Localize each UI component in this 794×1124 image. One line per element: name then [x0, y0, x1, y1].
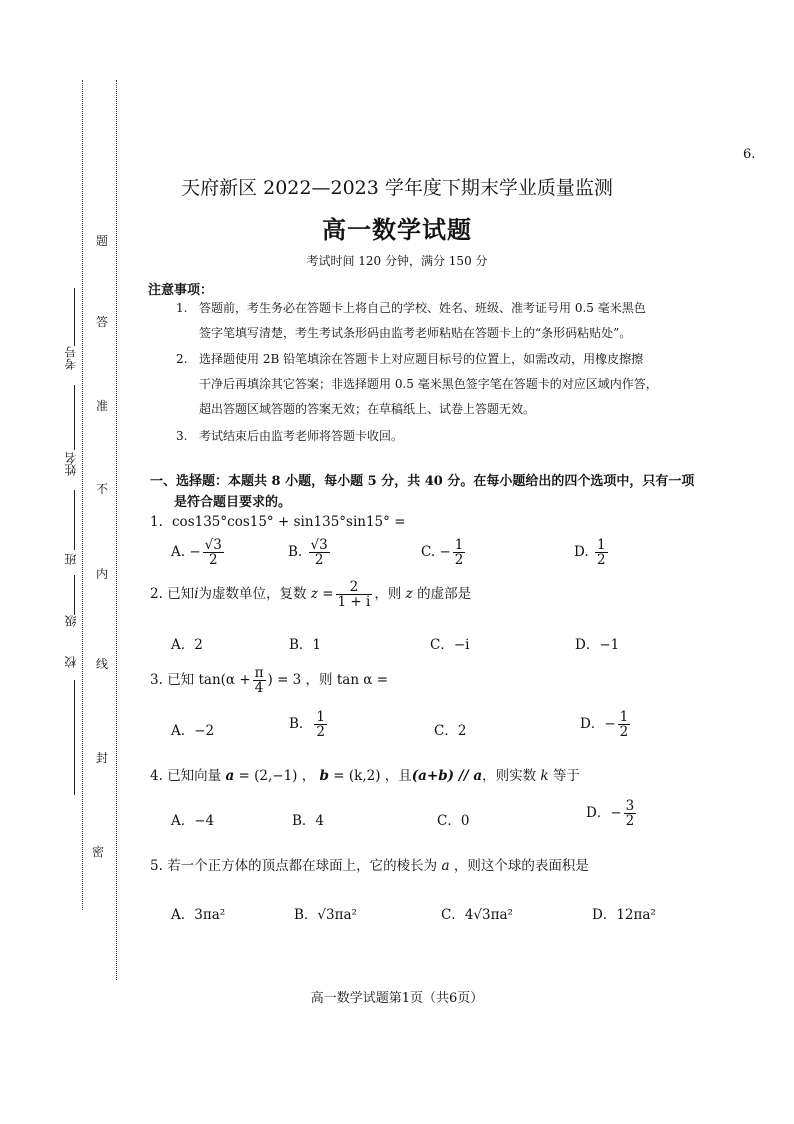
q3-fraction: [253, 666, 266, 695]
q3-post: ) = 3 ，则 tan α =: [267, 672, 389, 689]
q3-stem: [150, 666, 388, 695]
q4-v2: = (k,2) ，且: [333, 768, 412, 784]
q2-z: z: [310, 586, 318, 603]
seal-char-8: 密: [92, 845, 105, 859]
page-footer: 高一数学试题第1页（共6页）: [310, 991, 484, 1006]
q1-b-den: 2: [314, 552, 324, 569]
q5-number: 5.: [150, 858, 163, 874]
q1-d-den: 2: [596, 552, 606, 569]
seal-char-2: 答: [96, 315, 109, 329]
exam-no-label: 考号: [64, 346, 78, 370]
seal-char-7: 封: [96, 751, 109, 765]
q4-d-fraction: [624, 799, 637, 828]
q2-post2: 的虚部是: [417, 586, 472, 603]
grade-label: 级: [64, 615, 78, 627]
time-info: 考试时间 120 分钟，满分 150 分: [306, 254, 488, 268]
class-underline: [74, 490, 75, 550]
q3-fden: 4: [254, 680, 264, 697]
q5-option-c[interactable]: C．4√3πa²: [441, 907, 513, 923]
q3-number: 3.: [150, 672, 163, 689]
q3-option-d[interactable]: [580, 710, 632, 739]
school-label: 校: [64, 656, 78, 668]
school-underline: [74, 680, 75, 795]
q4-option-d[interactable]: [586, 799, 638, 828]
q2-stem: [150, 580, 471, 609]
q4-post: ，则实数: [482, 768, 537, 784]
q1-c-label: C.: [421, 544, 436, 561]
note-2-line-1: 选择题使用 2B 铅笔填涂在答题卡上对应题目标号的位置上，如需改动，用橡皮擦擦: [199, 352, 644, 366]
seal-char-1: 题: [96, 234, 109, 248]
q1-b-num: √3: [310, 537, 328, 553]
q4-post2: 等于: [552, 768, 580, 784]
q4-d-label: D．−: [586, 805, 622, 822]
q1-d-fraction: [595, 538, 608, 567]
section-heading-cont: 是符合题目要求的。: [174, 495, 292, 510]
exam-title-line: 天府新区 2022—2023 学年度下期末学业质量监测: [181, 177, 613, 199]
q3-option-b[interactable]: [289, 710, 329, 739]
q5-stem-text-2: ，则这个球的表面积是: [453, 858, 589, 874]
notes-title: 注意事项：: [148, 283, 214, 298]
q1-d-label: D.: [574, 544, 589, 561]
q4-stem: [150, 764, 580, 784]
seal-char-6: 线: [96, 657, 109, 671]
q4-relation: (a+b) // a: [411, 768, 483, 784]
class-label: 班: [64, 553, 78, 565]
q1-c-num: 1: [454, 537, 464, 553]
q1-b-label: B.: [288, 544, 303, 561]
q2-z-2: z: [405, 586, 413, 603]
q4-a: a: [225, 768, 235, 784]
q2-number: 2.: [150, 586, 163, 603]
subject-title: 高一数学试题: [322, 215, 472, 244]
q4-pre: 已知向量: [167, 768, 222, 784]
note-2-line-2: 干净后再填涂其它答案；非选择题用 0.5 毫米黑色签字笔在答题卡的对应区域内作答，: [199, 377, 658, 391]
note-2-line-3: 超出答题区域答题的答案无效；在草稿纸上、试卷上答题无效。: [199, 402, 536, 416]
q3-option-a[interactable]: A．−2: [171, 723, 215, 739]
q2-mid: 为虚数单位，复数: [198, 586, 307, 603]
q3-b-fraction: [314, 710, 327, 739]
q2-eq: =: [322, 586, 334, 603]
q4-option-c[interactable]: C．0: [437, 813, 470, 829]
grade-underline: [74, 575, 75, 615]
q4-option-a[interactable]: A．−4: [171, 813, 215, 829]
q1-a-fraction: [203, 538, 224, 567]
cut-line-outer: [82, 80, 83, 910]
seal-char-4: 不: [96, 482, 109, 496]
q1-c-fraction: [453, 538, 466, 567]
q2-option-d[interactable]: D．−1: [575, 637, 620, 653]
q5-stem-text: 若一个正方体的顶点都在球面上，它的棱长为: [167, 858, 438, 874]
q3-fnum: π: [254, 665, 264, 681]
q5-stem: [150, 854, 589, 874]
q5-a: a: [441, 858, 450, 874]
q5-option-b[interactable]: B．√3πa²: [294, 907, 357, 923]
q1-c-den: 2: [454, 552, 464, 569]
exam-no-underline: [74, 288, 75, 346]
q3-b-label: B．: [289, 716, 313, 733]
q4-option-b[interactable]: B．4: [292, 813, 325, 829]
q4-d-den: 2: [625, 813, 635, 830]
note-3-line-1: 考试结束后由监考老师将答题卡收回。: [199, 429, 404, 443]
q3-d-fraction: [618, 710, 631, 739]
q1-d-num: 1: [596, 537, 606, 553]
note-1-number: 1.: [176, 301, 188, 315]
q2-fnum: 2: [336, 580, 373, 595]
q5-option-d[interactable]: D．12πa²: [592, 907, 656, 923]
q3-d-num: 1: [619, 709, 629, 725]
q2-post1: ，则: [374, 586, 402, 603]
q1-number: 1.: [150, 514, 163, 530]
q2-i: i: [194, 586, 199, 603]
seal-char-3: 准: [96, 399, 109, 413]
q3-d-label: D．−: [580, 716, 616, 733]
q1-option-c[interactable]: [421, 538, 467, 567]
q1-a-num: √3: [204, 537, 222, 553]
q1-option-b[interactable]: [288, 538, 332, 567]
q4-number: 4.: [150, 768, 163, 784]
note-2-number: 2.: [176, 352, 188, 366]
q4-v1: = (2,−1) ，: [238, 768, 316, 784]
note-1-line-1: 答题前，考生务必在答题卡上将自己的学校、姓名、班级、准考证号用 0.5 毫米黑色: [199, 301, 646, 315]
q3-b-den: 2: [316, 724, 326, 741]
page-corner-mark: 6.: [743, 147, 756, 162]
q2-option-a[interactable]: A．2: [171, 637, 203, 653]
name-label: 姓名: [64, 452, 78, 476]
q2-option-b[interactable]: B．1: [289, 637, 322, 653]
q1-a-sign: −: [189, 544, 201, 561]
q3-option-c[interactable]: C．2: [434, 723, 467, 739]
q1-option-d[interactable]: [574, 538, 610, 567]
seal-char-5: 内: [96, 567, 109, 581]
q2-fraction: [336, 580, 373, 609]
section-heading: 一、选择题：本题共 8 小题，每小题 5 分，共 40 分。在每小题给出的四个选项中，只有一项: [150, 474, 695, 489]
q2-pre: 已知: [167, 586, 195, 603]
q1-a-den: 2: [208, 552, 218, 569]
q1-a-label: A.: [171, 544, 186, 561]
q3-pre: 已知 tan(α +: [167, 672, 251, 689]
q1-b-fraction: [309, 538, 330, 567]
q3-d-den: 2: [619, 724, 629, 741]
name-underline: [74, 385, 75, 450]
q2-option-c[interactable]: C．−i: [430, 637, 470, 653]
q1-option-a[interactable]: [171, 538, 226, 567]
q4-b: b: [319, 768, 329, 784]
note-3-number: 3.: [176, 429, 188, 443]
q3-b-num: 1: [316, 709, 326, 725]
q2-fden: 1 + i: [337, 594, 371, 611]
q5-option-a[interactable]: A．3πa²: [171, 907, 226, 923]
q4-k: k: [540, 768, 549, 784]
q1-c-sign: −: [439, 544, 451, 561]
note-1-line-2: 签字笔填写清楚，考生考试条形码由监考老师粘贴在答题卡上的“条形码粘贴处”。: [199, 326, 632, 340]
q4-d-num: 3: [625, 798, 635, 814]
q1-stem: cos135°cos15° + sin135°sin15° =: [172, 514, 406, 530]
